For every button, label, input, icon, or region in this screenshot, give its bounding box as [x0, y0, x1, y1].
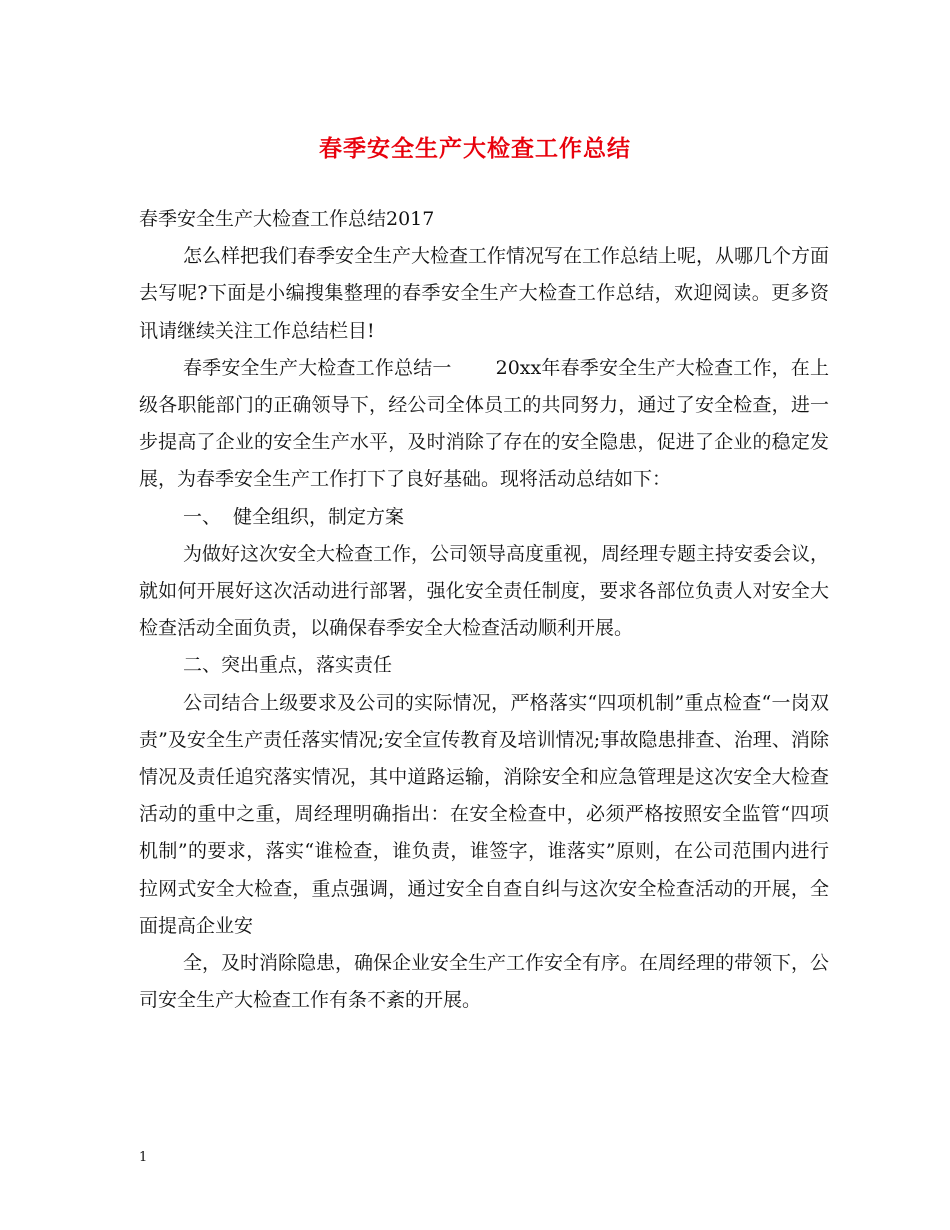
heading-one-text: 健全组织，制定方案: [233, 505, 405, 528]
heading-one-number: 一、: [183, 505, 222, 528]
document-subtitle: 春季安全生产大检查工作总结2017: [139, 208, 435, 230]
heading-one: [139, 499, 829, 536]
section-lead-text: 20xx年春季安全生产大检查工作，在上级各职能部门的正确领导下，经公司全体员工的共同努力，通过了安全检查，进一步提高了企业的安全生产水平，及时消除了存在的安全隐患，促进了企业的稳定发展，为春季安全生产工作打下了良好基础。现将活动总结如下：: [139, 356, 829, 491]
paragraph-three: 全，及时消除隐患，确保企业安全生产工作安全有序。在周经理的带领下，公司安全生产大检查工作有条不紊的开展。: [139, 952, 830, 1012]
document-title: 春季安全生产大检查工作总结: [319, 135, 631, 162]
paragraph-one: 为做好这次安全大检查工作，公司领导高度重视，周经理专题主持安委会议，就如何开展好这次活动进行部署，强化安全责任制度，要求各部位负责人对安全大检查活动全面负责，以确保春季安全大检查活动顺利开展。: [139, 542, 830, 640]
heading-two: 二、突出重点，落实责任: [183, 654, 393, 677]
section-lead-paragraph: [139, 350, 829, 499]
section-lead-label: 春季安全生产大检查工作总结一: [183, 356, 452, 379]
intro-paragraph: 怎么样把我们春季安全生产大检查工作情况写在工作总结上呢，从哪几个方面去写呢?下面是小编搜集整理的春季安全生产大检查工作总结，欢迎阅读。更多资讯请继续关注工作总结栏目!: [139, 245, 830, 342]
paragraph-two: 公司结合上级要求及公司的实际情况，严格落实“四项机制”重点检查“一岗双责”及安全生产责任落实情况;安全宣传教育及培训情况;事故隐患排查、治理、消除情况及责任追究落实情况，其中道路运输，消除安全和应急管理是这次安全大检查活动的重中之重，周经理明确指出：在安全检查中，必须严格按照安全监管“四项机制”的要求，落实“谁检查，谁负责，谁签字，谁落实”原则，在公司范围内进行拉网式安全大检查，重点强调，通过安全自查自纠与这次安全检查活动的开展，全面提高企业安: [139, 691, 829, 937]
page-number: 1: [139, 1150, 148, 1165]
document-body: [139, 201, 829, 1019]
